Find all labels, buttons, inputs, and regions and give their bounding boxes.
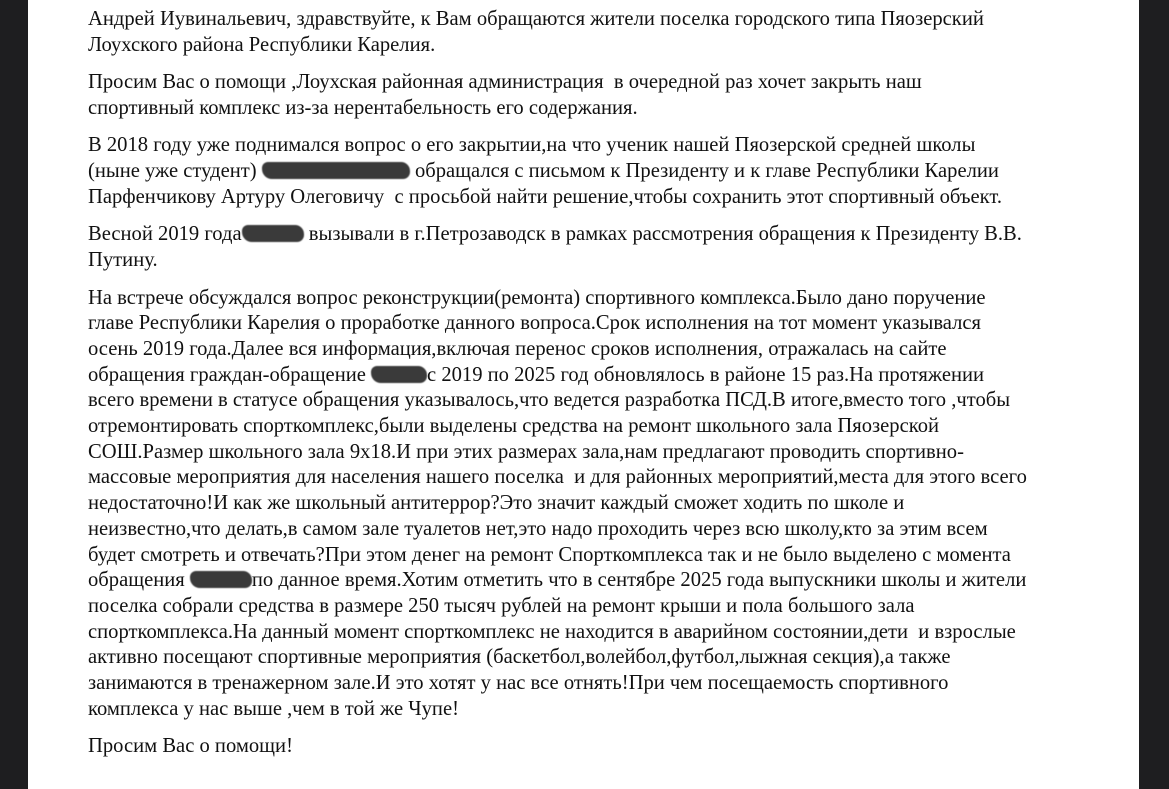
paragraph-closing (88, 734, 1027, 760)
text-line (88, 568, 1027, 594)
text-segment: с 2019 по 2025 год обновлялось в районе 15 раз.На протяжении (427, 363, 985, 386)
text-line: отремонтировать спорткомплекс,были выделены средства на ремонт школьного зала Пяозерской (88, 415, 940, 438)
document-page (28, 0, 1139, 789)
text-line: комплекса у нас выше ,чем в той же Чупе! (88, 697, 459, 720)
text-line: Андрей Иувинальевич, здравствуйте, к Вам обращаются жители поселка городского типа Пяозерский (88, 8, 984, 30)
text-line: СОШ.Размер школьного зала 9х18.И при этих размерах зала,нам предлагают проводить спортивно- (88, 440, 964, 463)
text-line: главе Республики Карелия о проработке данного вопроса.Срок исполнения на тот момент указывался (88, 312, 981, 335)
redaction-mark (262, 162, 410, 179)
text-line: Парфенчикову Артуру Олеговичу с просьбой найти решение,чтобы сохранить этот спортивный объект. (88, 185, 1002, 208)
redaction-mark (190, 571, 252, 588)
text-line: осень 2019 года.Далее вся информация,включая перенос сроков исполнения, отражалась на сайте (88, 337, 947, 360)
text-line: активно посещают спортивные мероприятия (баскетбол,волейбол,футбол,лыжная секция),а также (88, 646, 951, 669)
text-line: занимаются в тренажерном зале.И это хотят у нас все отнять!При чем посещаемость спортивного (88, 672, 949, 695)
paragraph-request (88, 70, 1027, 121)
text-line: всего времени в статусе обращения указывалось,что ведется разработка ПСД.В итоге,вместо того ,чтобы (88, 389, 1011, 412)
text-segment: обращения (88, 569, 190, 592)
text-line: Просим Вас о помощи ,Лоухская районная администрация в очередной раз хочет закрыть наш (88, 71, 922, 94)
redaction-mark (242, 225, 304, 242)
paragraph-2018 (88, 133, 1027, 210)
text-segment: (ныне уже студент) (88, 160, 262, 183)
text-line (88, 363, 1027, 389)
text-line (88, 222, 1027, 248)
text-line: Лоухского района Республики Карелия. (88, 33, 436, 56)
text-line: Просим Вас о помощи! (88, 735, 293, 758)
text-line: Путину. (88, 249, 158, 272)
redaction-mark (371, 366, 427, 383)
paragraph-greeting (88, 7, 1027, 58)
text-segment: обращался с письмом к Президенту и к главе Республики Карелии (409, 160, 999, 183)
text-segment: вызывали в г.Петрозаводск в рамках рассмотрения обращения к Президенту В.В. (303, 223, 1022, 246)
text-line: спортивный комплекс из-за нерентабельность его содержания. (88, 96, 638, 119)
text-line (88, 159, 1027, 185)
text-segment: обращения граждан-обращение (88, 363, 372, 386)
text-line: поселка собрали средства в размере 250 тысяч рублей на ремонт крыши и пола большого зала (88, 594, 915, 617)
text-line: массовые мероприятия для населения нашего поселка и для районных мероприятий,места для этого всего (88, 466, 1027, 489)
paragraph-2019 (88, 222, 1027, 273)
text-segment: по данное время.Хотим отметить что в сентябре 2025 года выпускники школы и жители (251, 569, 1027, 592)
text-line: спорткомплекса.На данный момент спорткомплекс не находится в аварийном состоянии,дети и взрослые (88, 620, 1016, 643)
text-line: недостаточно!И как же школьный антитеррор?Это значит каждый сможет ходить по школе и (88, 492, 905, 515)
text-line: На встрече обсуждался вопрос реконструкции(ремонта) спортивного комплекса.Было дано поручение (88, 286, 986, 309)
text-segment: Весной 2019 года (88, 223, 242, 246)
text-line: будет смотреть и отвечать?При этом денег на ремонт Спорткомплекса так и не было выделено с момента (88, 543, 1011, 566)
text-line: неизвестно,что делать,в самом зале туалетов нет,это надо проходить через всю школу,кто за этим всем (88, 517, 988, 540)
letter-body (88, 7, 1027, 772)
paragraph-main (88, 286, 1027, 723)
text-line: В 2018 году уже поднимался вопрос о его закрытии,на что ученик нашей Пяозерской средней школы (88, 134, 976, 157)
